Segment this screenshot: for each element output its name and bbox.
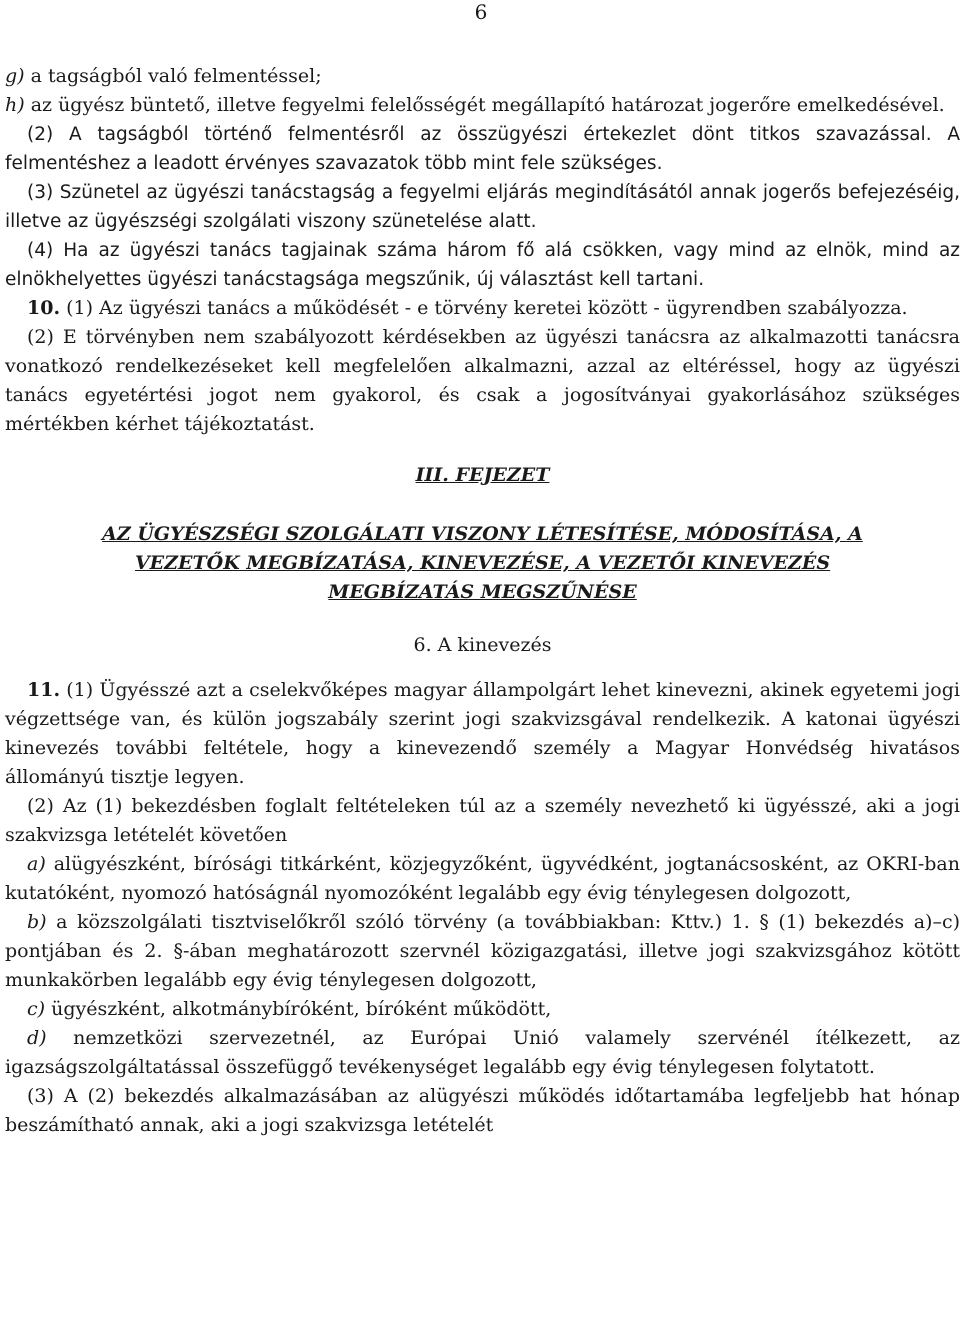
chapter-title-line-3: MEGBÍZATÁS MEGSZŰNÉSE [328, 581, 637, 603]
document-body [5, 62, 960, 1140]
section-number-10: 10. [27, 297, 61, 319]
paragraph-h-text: az ügyész büntető, illetve fegyelmi felelősségét megállapító határozat jogerőre emelkedésével. [24, 94, 945, 116]
paragraph-9-2: (2) A tagságból történő felmentésről az összügyészi értekezlet dönt titkos szavazással. A felmentéshez a leadott érvényes szavazatok több mint fele szükséges. [5, 124, 960, 174]
paragraph-g [5, 62, 960, 91]
section-11-1-text: (1) Ügyésszé azt a cselekvőképes magyar állampolgárt lehet kinevezni, akinek egyetemi jogi végzettsége van, és külön jogszabály szerint jogi szakvizsgával rendelkezik. A katonai ügyészi kinevezés további feltétele, hogy a kinevezendő személy a Magyar Honvédség hivatásos állományú tisztje legyen. [5, 679, 960, 788]
list-label-b: b) [27, 911, 47, 933]
list-label-h: h) [5, 94, 25, 116]
chapter-heading: III. FEJEZET [415, 464, 550, 486]
section-10-2: (2) E törvényben nem szabályozott kérdésekben az ügyészi tanácsra az alkalmazotti tanácsra vonatkozó rendelkezéseket kell megfelelően alkalmazni, azzal az eltéréssel, hogy az ügyészi tanács egyetértési jogot nem gyakorol, és csak a jogosítványai gyakorlásához szükséges mértékben kérhet tájékoztatást. [5, 326, 960, 435]
subsection-title: 6. A kinevezés [413, 634, 552, 656]
paragraph-g-text: a tagságból való felmentéssel; [24, 65, 322, 87]
section-11-2: (2) Az (1) bekezdésben foglalt feltételeken túl az a személy nevezhető ki ügyésszé, aki a jogi szakvizsga letételét követően [5, 795, 960, 846]
paragraph-9-3: (3) Szünetel az ügyészi tanácstagság a fegyelmi eljárás megindításától annak jogerős befejezéséig, illetve az ügyészségi szolgálati viszony szünetelése alatt. [5, 182, 960, 232]
paragraph-h [5, 91, 960, 120]
section-10-1 [5, 294, 960, 323]
list-item-b-text: a közszolgálati tisztviselőkről szóló törvény (a továbbiakban: Kttv.) 1. § (1) bekezdés a)–c) pontjában és 2. §-ában meghatározott szervnél közigazgatási, illetve jogi szakvizsgához kötött munkakörben legalább egy évig ténylegesen dolgozott, [5, 911, 960, 991]
chapter-title [5, 520, 960, 607]
list-item-c [5, 995, 960, 1024]
list-item-d-text: nemzetközi szervezetnél, az Európai Unió valamely szervénél ítélkezett, az igazságszolgáltatással összefüggő tevékenységet legalább egy évig ténylegesen folytatott. [5, 1027, 960, 1078]
list-item-a-text: alügyészként, bírósági titkárként, közjegyzőként, ügyvédként, jogtanácsosként, az OKRI-ban kutatóként, nyomozó hatóságnál nyomozóként legalább egy évig ténylegesen dolgozott, [5, 853, 960, 904]
list-label-a: a) [27, 853, 46, 875]
list-item-c-text: ügyészként, alkotmánybíróként, bíróként működött, [45, 998, 552, 1020]
list-label-d: d) [27, 1027, 47, 1049]
list-item-b [5, 908, 960, 995]
list-label-g: g) [5, 65, 25, 87]
chapter-title-line-1: AZ ÜGYÉSZSÉGI SZOLGÁLATI VISZONY LÉTESÍTÉSE, MÓDOSÍTÁSA, A [102, 523, 863, 545]
page-number: 6 [474, 0, 488, 24]
section-11-3: (3) A (2) bekezdés alkalmazásában az alügyészi működés időtartamába legfeljebb hat hónap beszámítható annak, aki a jogi szakvizsga letételét [5, 1085, 960, 1136]
paragraph-9-4: (4) Ha az ügyészi tanács tagjainak száma három fő alá csökken, vagy mind az elnök, mind az elnökhelyettes ügyészi tanácstagsága megszűnik, új választást kell tartani. [5, 240, 960, 290]
section-number-11: 11. [27, 679, 61, 701]
list-item-a [5, 850, 960, 908]
section-10-1-text: (1) Az ügyészi tanács a működését - e törvény keretei között - ügyrendben szabályozza. [60, 297, 908, 319]
section-11-1 [5, 676, 960, 792]
list-label-c: c) [27, 998, 46, 1020]
chapter-title-line-2: VEZETŐK MEGBÍZATÁSA, KINEVEZÉSE, A VEZETŐI KINEVEZÉS [134, 552, 831, 574]
list-item-d [5, 1024, 960, 1082]
